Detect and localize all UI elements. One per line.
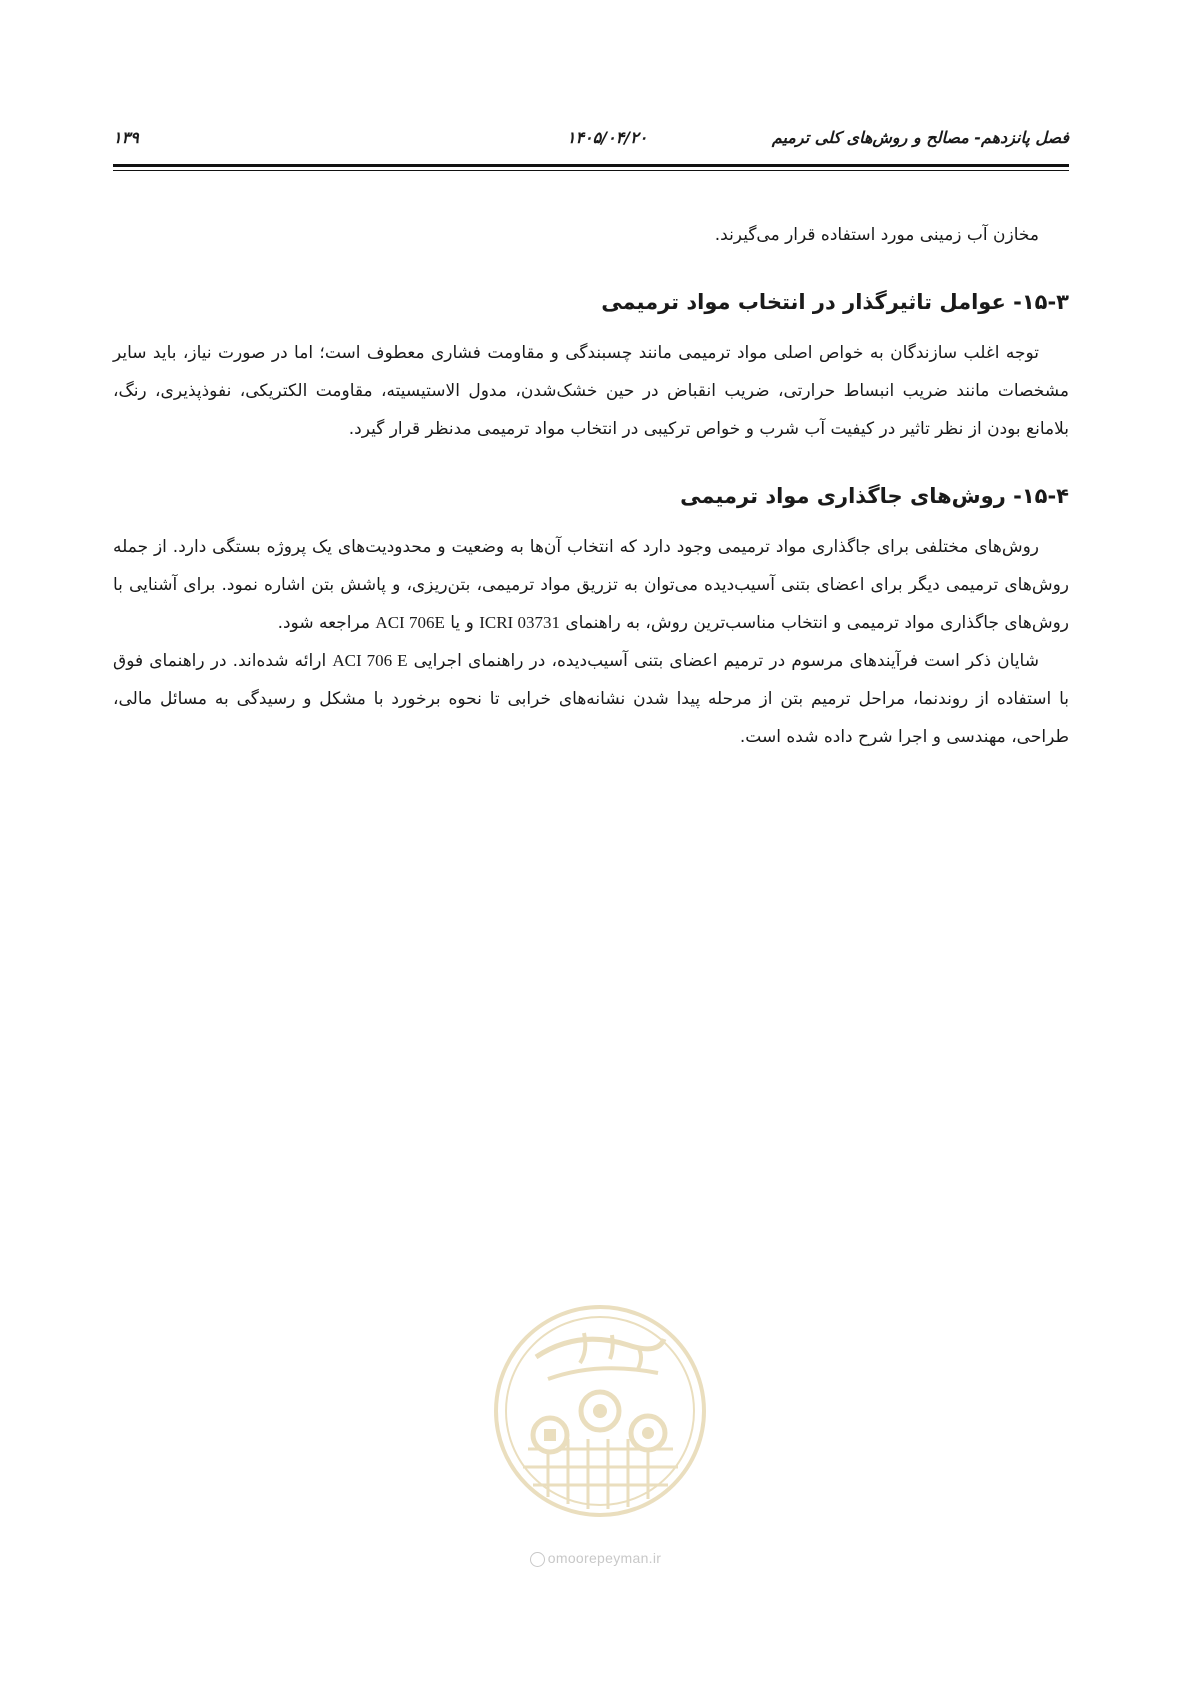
- section-4-paragraph-2: [113, 642, 1069, 756]
- watermark-logo-icon: [488, 1299, 713, 1524]
- reference-aci-706e: ACI 706E: [375, 613, 445, 632]
- section-4-paragraph-1: [113, 528, 1069, 642]
- section-number-3: ۱۵-۳-: [1013, 290, 1069, 314]
- header-divider-thin: [113, 170, 1069, 171]
- page-header: [113, 128, 1069, 162]
- paragraph-text: مراجعه شود.: [277, 613, 376, 633]
- section-heading-4: [113, 476, 1069, 516]
- watermark-handle: [0, 1550, 1191, 1567]
- page-number: ۱۳۹: [113, 128, 139, 147]
- chapter-title: فصل پانزدهم- مصالح و روش‌های کلی ترمیم: [771, 128, 1069, 147]
- page-body: [113, 216, 1069, 756]
- paragraph-text: روش‌های مختلفی برای جاگذاری مواد ترمیمی وجود دارد که انتخاب آن‌ها به وضعیت و محدودیت‌های یک پروژه بستگی دارد. از جمله روش‌های ترمیمی دیگر برای اعضای بتنی آسیب‌دیده می‌توان به تزریق مواد ترمیمی، بتن‌ریزی، و پاشش بتن اشاره نمود. برای آشنایی با روش‌های جاگذاری مواد ترمیمی و انتخاب مناسب‌ترین روش، به راهنمای: [113, 537, 1069, 633]
- watermark-handle-text: omoorepeyman.ir: [547, 1550, 662, 1566]
- intro-line: مخازن آب زمینی مورد استفاده قرار می‌گیرند.: [714, 225, 1039, 245]
- section-title-3: عوامل تاثیرگذار در انتخاب مواد ترمیمی: [601, 290, 1006, 314]
- paragraph-text: و یا: [444, 613, 480, 633]
- section-number-4: ۱۵-۴-: [1013, 484, 1069, 508]
- paragraph-text: شایان ذکر است فرآیندهای مرسوم در ترمیم اعضای بتنی آسیب‌دیده، در راهنمای اجرایی: [407, 651, 1039, 671]
- header-divider: [113, 164, 1069, 167]
- instagram-icon: [530, 1552, 545, 1567]
- reference-aci-706-e: ACI 706 E: [332, 651, 408, 670]
- paragraph-text: ارائه شده‌اند. در راهنمای فوق با استفاده از روندنما، مراحل ترمیم بتن از مرحله پیدا شدن نشانه‌های خرابی تا نحوه برخورد با مشکل و رسیدگی به مسائل مالی، طراحی، مهندسی و اجرا شرح داده شده است.: [113, 651, 1069, 747]
- header-date: ۱۴۰۵/۰۴/۲۰: [566, 128, 648, 147]
- section-title-4: روش‌های جاگذاری مواد ترمیمی: [680, 484, 1006, 508]
- reference-icri: ICRI 03731: [479, 613, 560, 632]
- section-heading-3: [113, 282, 1069, 322]
- section-3-paragraph: توجه اغلب سازندگان به خواص اصلی مواد ترمیمی مانند چسبندگی و مقاومت فشاری معطوف است؛ اما در صورت نیاز، باید سایر مشخصات مانند ضریب انبساط حرارتی، ضریب انقباض در حین خشک‌شدن، مدول الاستیسیته، مقاومت الکتریکی، نفوذپذیری، رنگ، بلامانع بودن از نظر تاثیر در کیفیت آب شرب و خواص ترکیبی در انتخاب مواد ترمیمی مدنظر قرار گیرد.: [113, 343, 1069, 439]
